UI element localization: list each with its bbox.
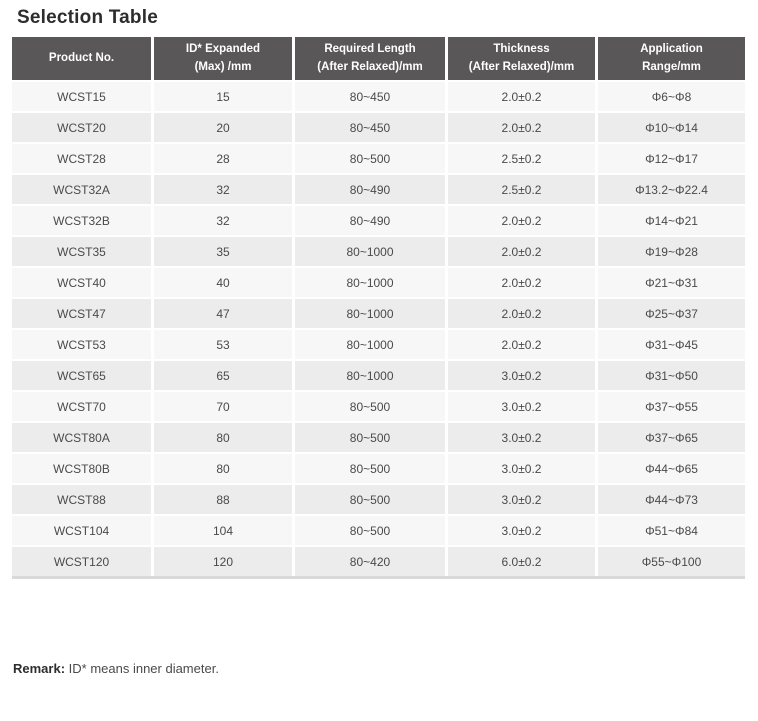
table-row bbox=[12, 392, 745, 423]
table-cell: 2.5±0.2 bbox=[448, 175, 598, 206]
remark bbox=[13, 661, 758, 676]
table-cell: 104 bbox=[154, 516, 295, 547]
table-cell: 80~490 bbox=[295, 175, 448, 206]
table-row bbox=[12, 113, 745, 144]
table-cell: 80~420 bbox=[295, 547, 448, 578]
header-line: Thickness bbox=[493, 42, 550, 55]
table-cell: 53 bbox=[154, 330, 295, 361]
header-line: Product No. bbox=[48, 51, 115, 64]
table-cell: WCST40 bbox=[12, 268, 154, 299]
table-row bbox=[12, 206, 745, 237]
remark-text: ID* means inner diameter. bbox=[65, 661, 219, 676]
table-row bbox=[12, 516, 745, 547]
table-cell: 80~500 bbox=[295, 392, 448, 423]
table-cell: 80~1000 bbox=[295, 299, 448, 330]
table-cell: Φ21~Φ31 bbox=[598, 268, 745, 299]
table-cell: 80~500 bbox=[295, 144, 448, 175]
table-cell: 3.0±0.2 bbox=[448, 423, 598, 454]
table-cell: 2.0±0.2 bbox=[448, 206, 598, 237]
table-cell: Φ37~Φ65 bbox=[598, 423, 745, 454]
table-cell: Φ10~Φ14 bbox=[598, 113, 745, 144]
table-cell: WCST35 bbox=[12, 237, 154, 268]
table-cell: 3.0±0.2 bbox=[448, 454, 598, 485]
table-row bbox=[12, 485, 745, 516]
table-cell: Φ6~Φ8 bbox=[598, 82, 745, 113]
table-cell: 40 bbox=[154, 268, 295, 299]
table-cell: 28 bbox=[154, 144, 295, 175]
table-cell: 2.0±0.2 bbox=[448, 299, 598, 330]
table-bottom-border bbox=[12, 576, 745, 579]
table-cell: WCST32B bbox=[12, 206, 154, 237]
table-cell: Φ31~Φ45 bbox=[598, 330, 745, 361]
table-row bbox=[12, 268, 745, 299]
page-title: Selection Table bbox=[17, 7, 158, 28]
table-cell: Φ25~Φ37 bbox=[598, 299, 745, 330]
table-body bbox=[12, 82, 745, 578]
table-cell: WCST80B bbox=[12, 454, 154, 485]
table-cell: 80~1000 bbox=[295, 361, 448, 392]
table-cell: 2.0±0.2 bbox=[448, 82, 598, 113]
table-row bbox=[12, 237, 745, 268]
table-cell: WCST120 bbox=[12, 547, 154, 578]
table-header-row bbox=[12, 37, 745, 82]
table-row bbox=[12, 547, 745, 578]
table-row bbox=[12, 361, 745, 392]
table-cell: 80 bbox=[154, 454, 295, 485]
header-cell-thickness bbox=[448, 37, 598, 82]
header-line: (After Relaxed)/mm bbox=[317, 60, 423, 73]
table-cell: Φ31~Φ50 bbox=[598, 361, 745, 392]
header-cell-product-no bbox=[12, 37, 154, 82]
table-cell: Φ13.2~Φ22.4 bbox=[598, 175, 745, 206]
table-cell: WCST32A bbox=[12, 175, 154, 206]
table-cell: 70 bbox=[154, 392, 295, 423]
table-cell: 120 bbox=[154, 547, 295, 578]
table-cell: 6.0±0.2 bbox=[448, 547, 598, 578]
header-line: (Max) /mm bbox=[194, 60, 252, 73]
table-cell: WCST53 bbox=[12, 330, 154, 361]
table-cell: 3.0±0.2 bbox=[448, 361, 598, 392]
table-cell: 80~450 bbox=[295, 82, 448, 113]
table-cell: 80~500 bbox=[295, 454, 448, 485]
table-cell: 32 bbox=[154, 175, 295, 206]
table-cell: 80~1000 bbox=[295, 237, 448, 268]
table-row bbox=[12, 82, 745, 113]
table-cell: 80~500 bbox=[295, 485, 448, 516]
table-cell: Φ37~Φ55 bbox=[598, 392, 745, 423]
table-cell: Φ19~Φ28 bbox=[598, 237, 745, 268]
table-cell: 3.0±0.2 bbox=[448, 392, 598, 423]
header-cell-required-length bbox=[295, 37, 448, 82]
table-cell: 88 bbox=[154, 485, 295, 516]
table-cell: WCST70 bbox=[12, 392, 154, 423]
table-cell: 3.0±0.2 bbox=[448, 516, 598, 547]
header-cell-application-range bbox=[598, 37, 745, 82]
table-cell: Φ55~Φ100 bbox=[598, 547, 745, 578]
table-cell: 2.0±0.2 bbox=[448, 237, 598, 268]
table-cell: 15 bbox=[154, 82, 295, 113]
table-cell: WCST65 bbox=[12, 361, 154, 392]
selection-table bbox=[12, 37, 745, 578]
header-line: Range/mm bbox=[642, 60, 701, 73]
table-cell: 2.5±0.2 bbox=[448, 144, 598, 175]
header-cell-id-expanded bbox=[154, 37, 295, 82]
table-cell: 35 bbox=[154, 237, 295, 268]
table-cell: WCST80A bbox=[12, 423, 154, 454]
table-cell: 80~490 bbox=[295, 206, 448, 237]
table-cell: 80~500 bbox=[295, 423, 448, 454]
table-row bbox=[12, 299, 745, 330]
table-cell: 2.0±0.2 bbox=[448, 268, 598, 299]
table-cell: 2.0±0.2 bbox=[448, 330, 598, 361]
table-cell: 80~450 bbox=[295, 113, 448, 144]
table-cell: WCST28 bbox=[12, 144, 154, 175]
table-cell: WCST47 bbox=[12, 299, 154, 330]
table-cell: Φ44~Φ73 bbox=[598, 485, 745, 516]
remark-label: Remark: bbox=[13, 661, 66, 676]
table-cell: 80~1000 bbox=[295, 330, 448, 361]
header-line: (After Relaxed)/mm bbox=[468, 60, 575, 73]
table-row bbox=[12, 454, 745, 485]
table-row bbox=[12, 423, 745, 454]
table-cell: Φ44~Φ65 bbox=[598, 454, 745, 485]
header-line: Application bbox=[640, 42, 703, 55]
table-cell: 20 bbox=[154, 113, 295, 144]
table-cell: 80~1000 bbox=[295, 268, 448, 299]
table-cell: WCST20 bbox=[12, 113, 154, 144]
table-cell: 32 bbox=[154, 206, 295, 237]
table-cell: Φ51~Φ84 bbox=[598, 516, 745, 547]
table-cell: 80 bbox=[154, 423, 295, 454]
table-cell: 47 bbox=[154, 299, 295, 330]
table-cell: Φ14~Φ21 bbox=[598, 206, 745, 237]
header-line: Required Length bbox=[324, 42, 416, 55]
table-row bbox=[12, 144, 745, 175]
table-cell: 3.0±0.2 bbox=[448, 485, 598, 516]
table-row bbox=[12, 175, 745, 206]
table-cell: 80~500 bbox=[295, 516, 448, 547]
table-row bbox=[12, 330, 745, 361]
table-cell: WCST104 bbox=[12, 516, 154, 547]
table-cell: Φ12~Φ17 bbox=[598, 144, 745, 175]
table-cell: 65 bbox=[154, 361, 295, 392]
table-cell: 2.0±0.2 bbox=[448, 113, 598, 144]
table-cell: WCST15 bbox=[12, 82, 154, 113]
table-cell: WCST88 bbox=[12, 485, 154, 516]
header-line: ID* Expanded bbox=[185, 42, 261, 55]
